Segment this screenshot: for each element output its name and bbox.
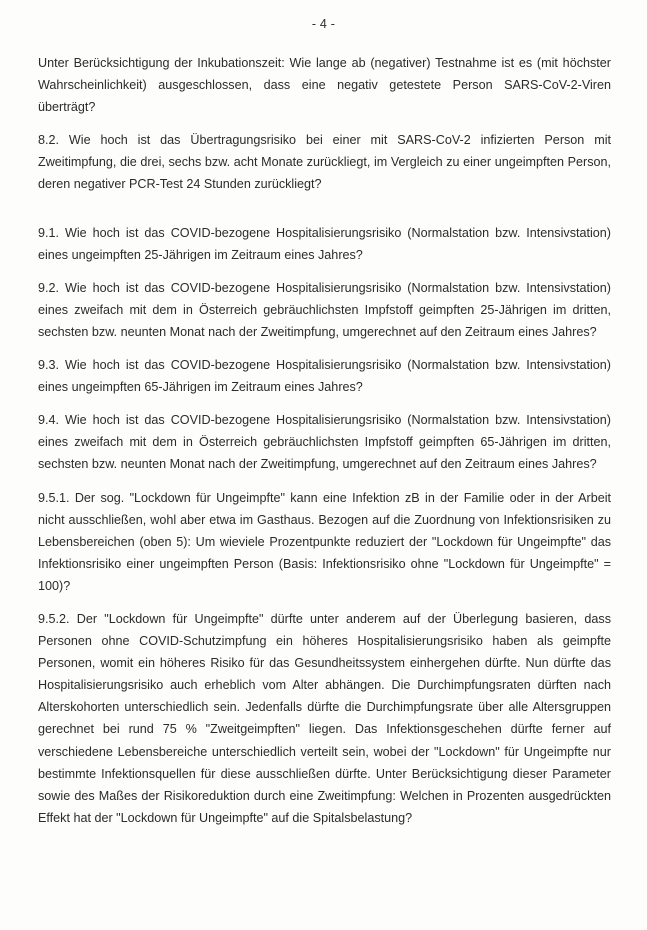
paragraph-9-1: 9.1. Wie hoch ist das COVID-bezogene Hospitalisierungsrisiko (Normalstation bzw. Intensivstation) eines ungeimpften 25-Jährigen im Zeitraum eines Jahres? [38,225,611,262]
paragraph-9-2: 9.2. Wie hoch ist das COVID-bezogene Hospitalisierungsrisiko (Normalstation bzw. Intensivstation) eines zweifach mit dem in Österreich gebräuchlichsten Impfstoff geimpften 25-Jährigen im dritten, sechsten bzw. neunten Monat nach der Zweitimpfung, umgerechnet auf den Zeitraum eines Jahres? [38,280,611,339]
paragraph-9-5-2: 9.5.2. Der "Lockdown für Ungeimpfte" dürfte unter anderem auf der Überlegung basieren, dass Personen ohne COVID-Schutzimpfung ein höheres Hospitalisierungsrisiko haben als geimpfte Personen, womit ein höheres Risiko für das Gesundheitssystem einhergehen dürfte. Nun dürfte das Hospitalisierungsrisiko auch erheblich vom Alter abhängen. Die Durchimpfungsraten dürften nach Alterskohorten unterschiedlich sein. Jedenfalls dürfte die Durchimpfungsrate über alle Altersgruppen gerechnet bei rund 75 % "Zweitgeimpften" liegen. Das Infektionsgeschehen dürfte ferner auf verschiedene Lebensbereiche unterschiedlich verteilt sein, wobei der "Lockdown" für Ungeimpfte nur bestimmte Infektionsquellen für diese ausschließen dürfte. Unter Berücksichtigung dieser Parameter sowie des Maßes der Risikoreduktion durch eine Zweitimpfung: Welchen in Prozenten ausgedrückten Effekt hat der "Lockdown für Ungeimpfte" auf die Spitalsbelastung? [38,611,611,825]
paragraph-inkubationszeit: Unter Berücksichtigung der Inkubationszeit: Wie lange ab (negativer) Testnahme ist es (mit höchster Wahrscheinlichkeit) ausgeschlossen, dass eine negativ getestete Person SARS-CoV-2-Viren überträgt? [38,56,611,115]
paragraph-9-5-1: 9.5.1. Der sog. "Lockdown für Ungeimpfte" kann eine Infektion zB in der Familie oder in der Arbeit nicht ausschließen, wohl aber etwa im Gasthaus. Bezogen auf die Zuordnung von Infektionsrisiken zu Lebensbereichen (oben 5): Um wieviele Prozentpunkte reduziert der "Lockdown für Ungeimpfte" das Infektionsrisiko einer ungeimpften Person (Basis: Infektionsrisiko ohne "Lockdown für Ungeimpfte" = 100)? [38,490,611,593]
paragraph-9-4: 9.4. Wie hoch ist das COVID-bezogene Hospitalisierungsrisiko (Normalstation bzw. Intensivstation) eines zweifach mit dem in Österreich gebräuchlichsten Impfstoff geimpften 65-Jährigen im dritten, sechsten bzw. neunten Monat nach der Zweitimpfung, umgerechnet auf den Zeitraum eines Jahres? [38,413,611,472]
paragraph-8-2: 8.2. Wie hoch ist das Übertragungsrisiko bei einer mit SARS-CoV-2 infizierten Person mit Zweitimpfung, die drei, sechs bzw. acht Monate zurückliegt, im Vergleich zu einer ungeimpften Person, deren negativer PCR-Test 24 Stunden zurückliegt? [38,133,611,192]
paragraph-9-3: 9.3. Wie hoch ist das COVID-bezogene Hospitalisierungsrisiko (Normalstation bzw. Intensivstation) eines ungeimpften 65-Jährigen im Zeitraum eines Jahres? [38,358,611,395]
document-body [38,52,611,829]
page-number: - 4 - [311,17,336,31]
